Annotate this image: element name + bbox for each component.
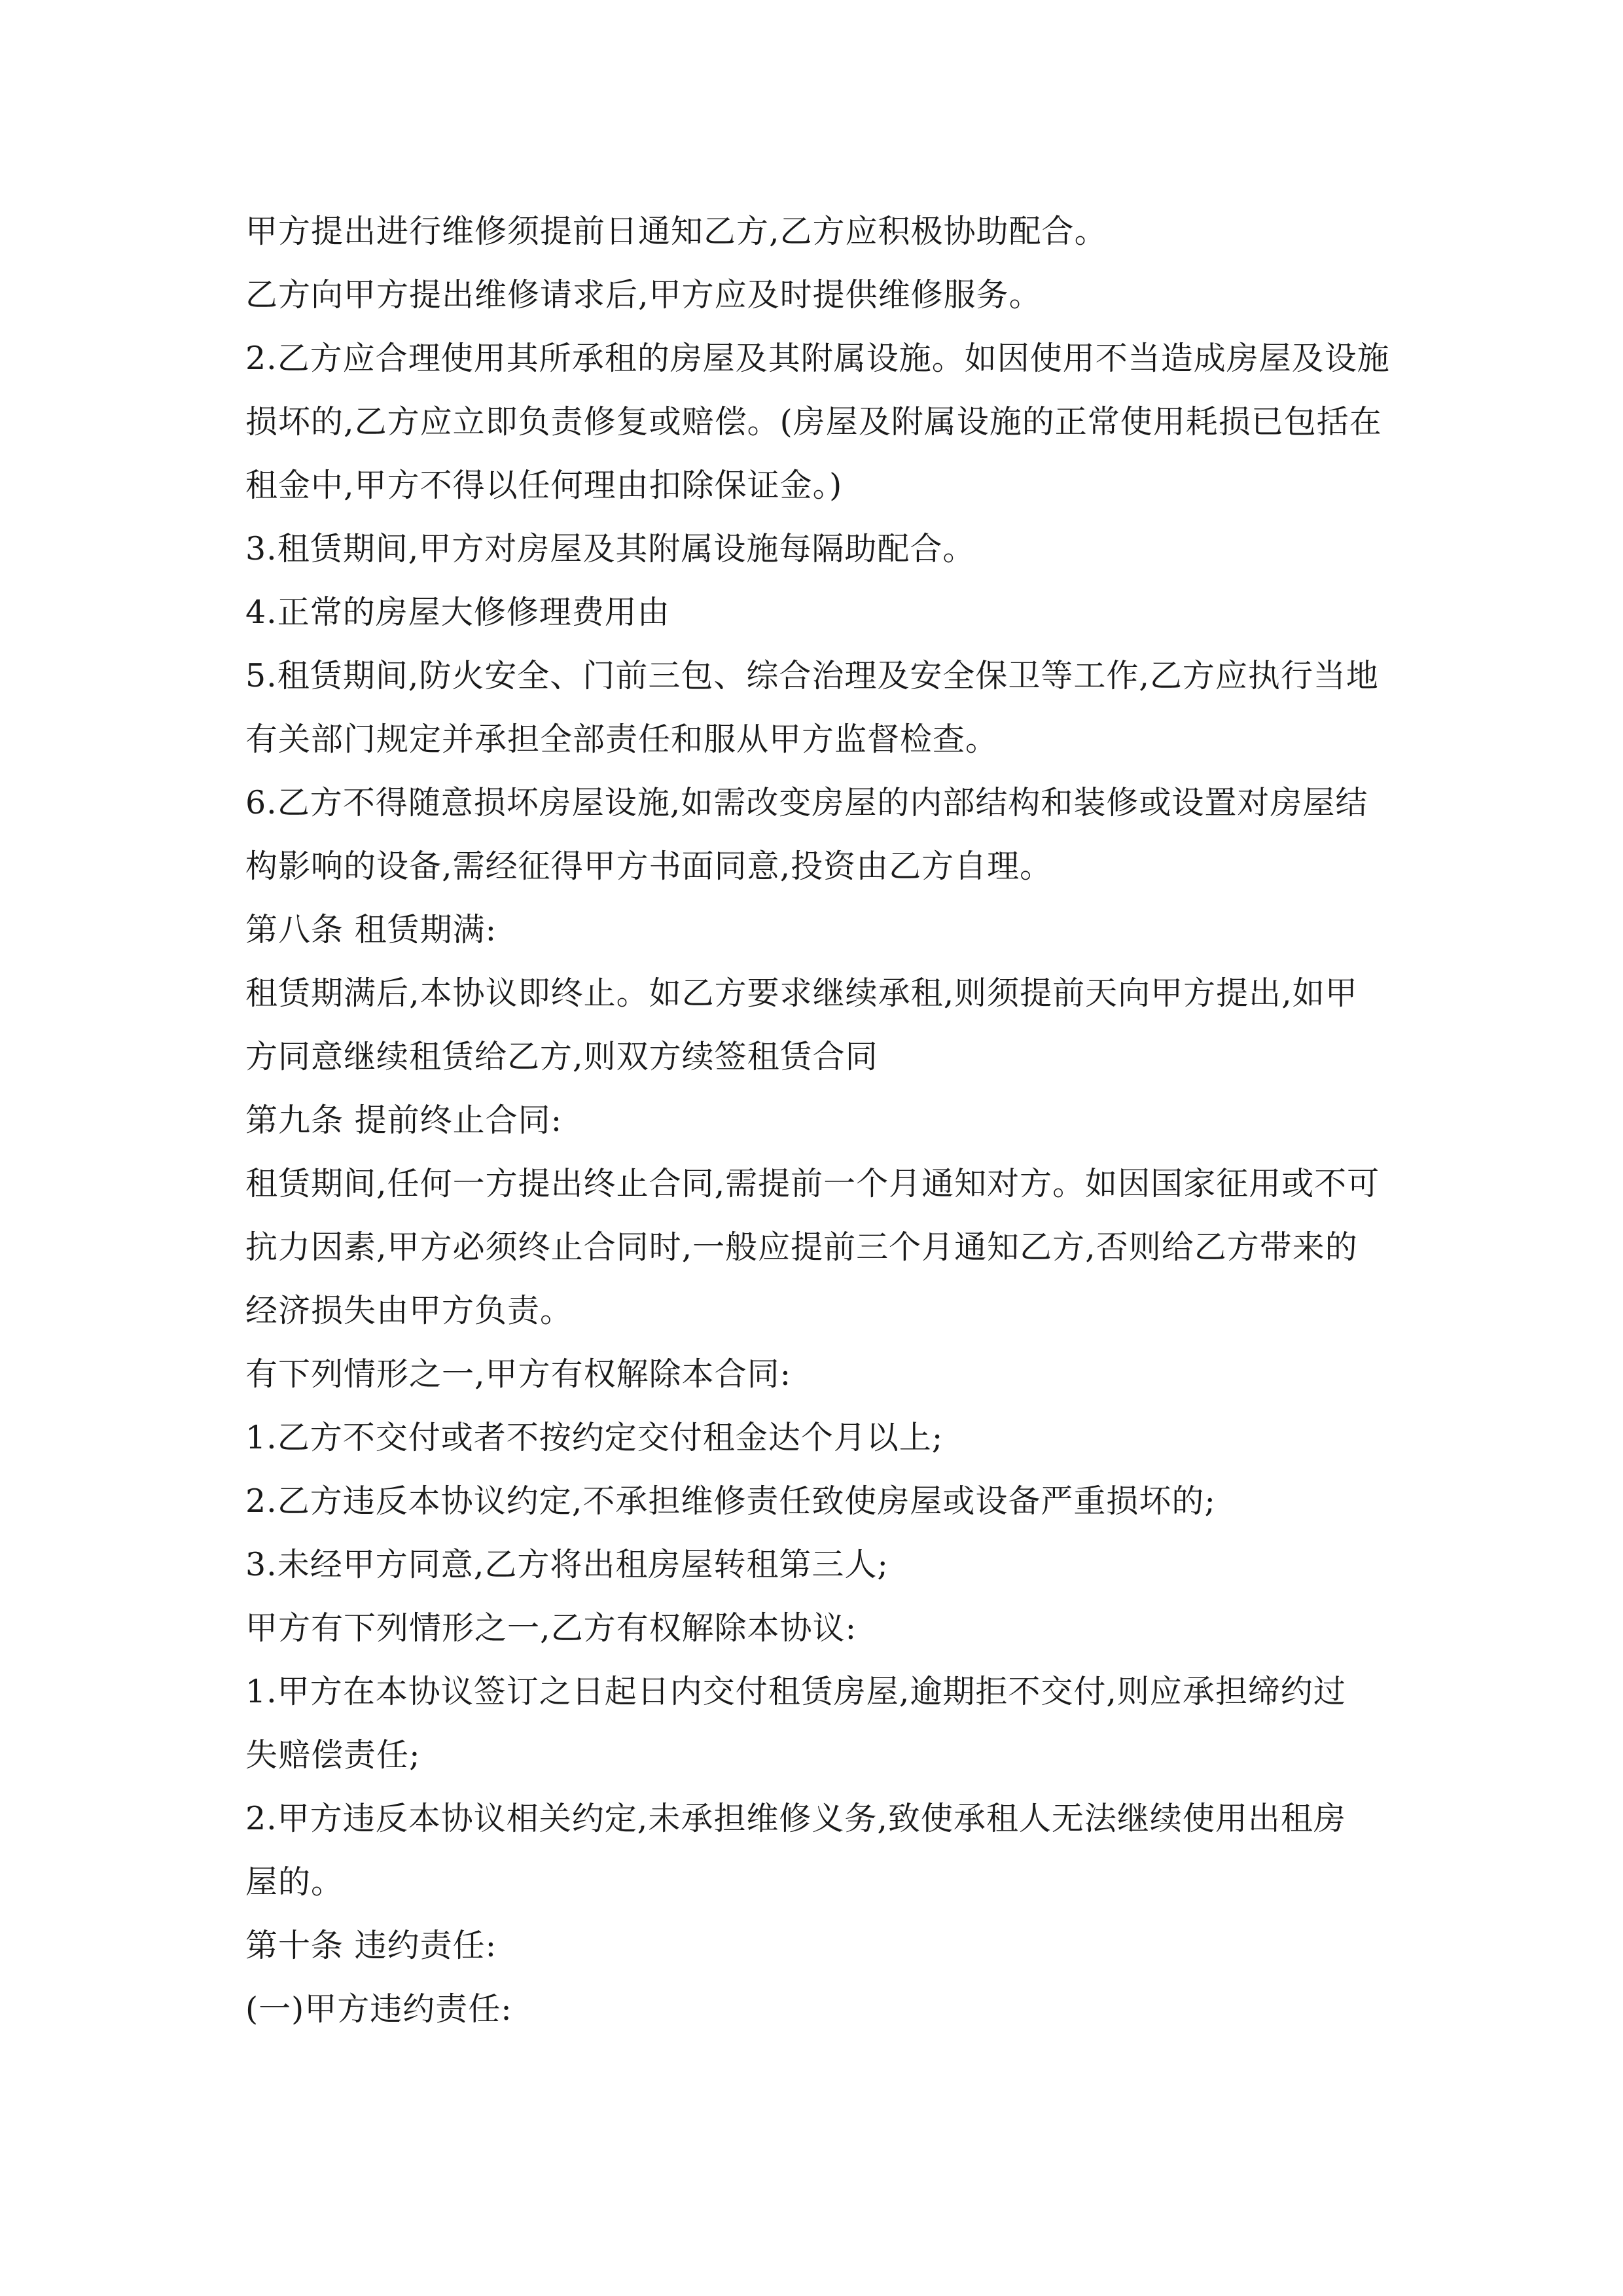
- text-line: 经济损失由甲方负责。: [245, 1292, 573, 1329]
- text-line: 租金中,甲方不得以任何理由扣除保证金。): [245, 467, 843, 504]
- text-line: 乙方向甲方提出维修请求后,甲方应及时提供维修服务。: [245, 276, 1042, 314]
- text-line: 5.租赁期间,防火安全、门前三包、综合治理及安全保卫等工作,乙方应执行当地: [245, 657, 1379, 694]
- text-line: 抗力因素,甲方必须终止合同时,一般应提前三个月通知乙方,否则给乙方带来的: [245, 1229, 1358, 1266]
- text-line: (一)甲方违约责任:: [245, 1990, 512, 2028]
- section-heading: 第十条 违约责任:: [245, 1927, 497, 1964]
- text-line: 2.乙方应合理使用其所承租的房屋及其附属设施。如因使用不当造成房屋及设施: [245, 340, 1390, 377]
- text-line: 租赁期间,任何一方提出终止合同,需提前一个月通知对方。如因国家征用或不可: [245, 1165, 1380, 1202]
- text-line: 方同意继续租赁给乙方,则双方续签租赁合同: [245, 1038, 878, 1075]
- text-line: 有关部门规定并承担全部责任和服从甲方监督检查。: [245, 721, 999, 758]
- text-line: 失赔偿责任;: [245, 1736, 421, 1774]
- text-line: 4.正常的房屋大修修理费用由: [245, 594, 670, 631]
- text-line: 有下列情形之一,甲方有权解除本合同:: [245, 1355, 792, 1393]
- text-line: 甲方有下列情形之一,乙方有权解除本协议:: [245, 1609, 857, 1647]
- document-body: [245, 200, 1390, 2041]
- text-line: 甲方提出进行维修须提前日通知乙方,乙方应积极协助配合。: [245, 213, 1107, 250]
- text-line: 2.乙方违反本协议约定,不承担维修责任致使房屋或设备严重损坏的;: [245, 1482, 1216, 1520]
- text-line: 构影响的设备,需经征得甲方书面同意,投资由乙方自理。: [245, 848, 1053, 885]
- text-line: 3.未经甲方同意,乙方将出租房屋转租第三人;: [245, 1546, 889, 1583]
- text-line: 2.甲方违反本协议相关约定,未承担维修义务,致使承租人无法继续使用出租房: [245, 1800, 1346, 1837]
- text-line: 3.租赁期间,甲方对房屋及其附属设施每隔助配合。: [245, 530, 976, 567]
- text-line: 1.乙方不交付或者不按约定交付租金达个月以上;: [245, 1419, 944, 1456]
- text-line: 屋的。: [245, 1863, 344, 1901]
- text-line: 1.甲方在本协议签订之日起日内交付租赁房屋,逾期拒不交付,则应承担缔约过: [245, 1673, 1346, 1710]
- text-line: 损坏的,乙方应立即负责修复或赔偿。(房屋及附属设施的正常使用耗损已包括在: [245, 403, 1382, 440]
- text-line: 租赁期满后,本协议即终止。如乙方要求继续承租,则须提前天向甲方提出,如甲: [245, 975, 1358, 1012]
- text-line: 6.乙方不得随意损坏房屋设施,如需改变房屋的内部结构和装修或设置对房屋结: [245, 784, 1368, 821]
- section-heading: 第九条 提前终止合同:: [245, 1102, 563, 1139]
- section-heading: 第八条 租赁期满:: [245, 911, 497, 948]
